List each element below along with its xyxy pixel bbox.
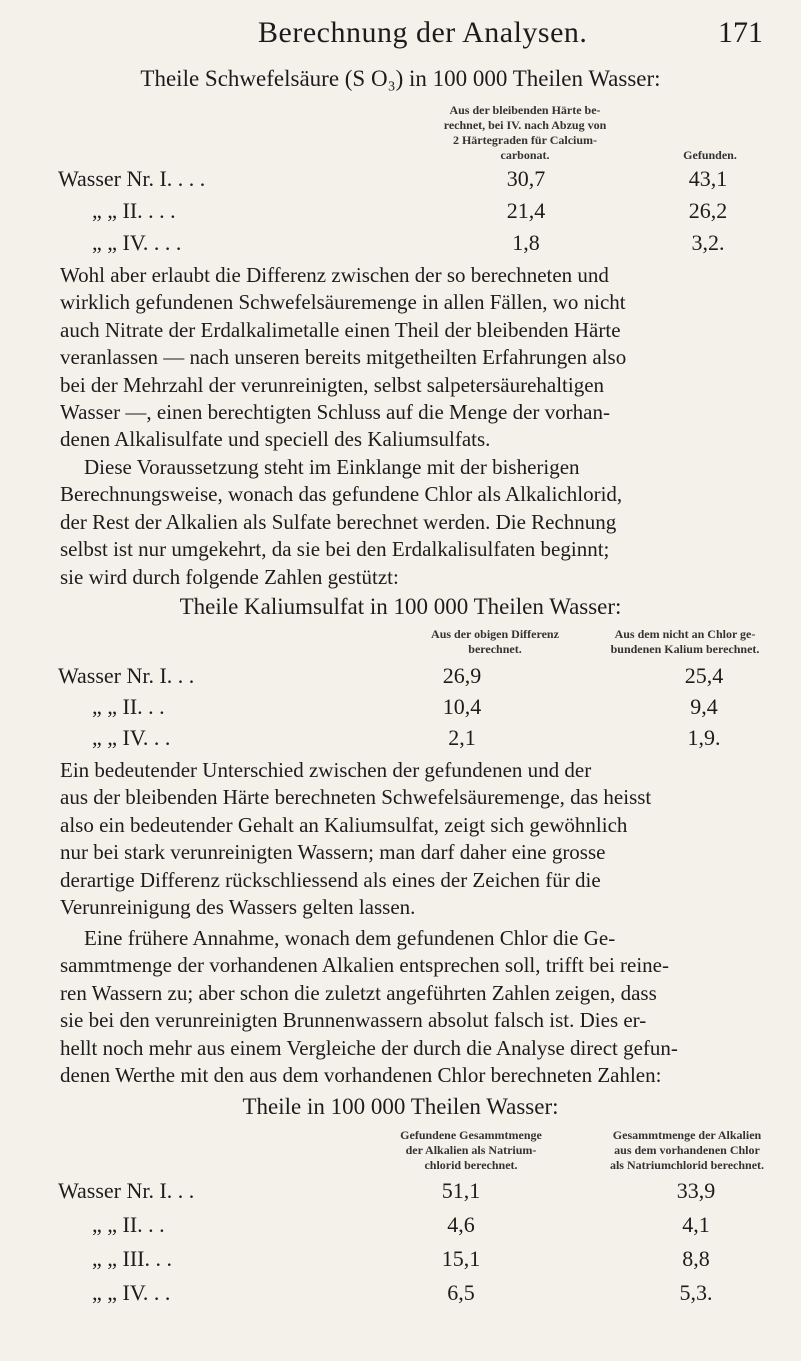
row-label: „ „ II. . .	[92, 1212, 165, 1237]
table1-row	[0, 198, 801, 228]
table2-row	[0, 663, 801, 693]
table1-col1-head: Aus der bleibenden Härte be- rechnet, bei IV. nach Abzug von 2 Härtegraden für Calcium- carbonat.	[443, 103, 607, 162]
row-value-computed: 30,7	[506, 166, 546, 191]
row-value-potassium: 1,9.	[687, 725, 721, 750]
row-value-from-chlorine: 33,9	[676, 1178, 716, 1203]
row-value-found: 43,1	[688, 166, 728, 191]
row-label: Wasser Nr. I. . .	[58, 1178, 195, 1203]
row-value-difference: 26,9	[442, 663, 482, 688]
paragraph-3: Ein bedeutender Unterschied zwischen der gefundenen und der aus der bleibenden Härte berechneten Schwefelsäuremenge, das heisst also ein bedeutender Gehalt an Kaliumsulfat, zeigt sich gewöhnlich nur bei stark verunreinigten Wassern; man darf daher eine grosse derartige Differenz rückschliessend als eines der Zeichen für die Verunreinigung des Wassers gelten lassen.	[60, 758, 652, 920]
table1-row	[0, 166, 801, 196]
row-value-total: 6,5	[447, 1280, 475, 1305]
table3-row	[0, 1246, 801, 1276]
page-number: 171	[718, 16, 763, 49]
row-label: Wasser Nr. I. . .	[58, 663, 195, 688]
row-value-computed: 1,8	[512, 230, 540, 255]
table2-caption: Theile Kaliumsulfat in 100 000 Theilen Wasser:	[179, 594, 622, 619]
paragraph-1: Wohl aber erlaubt die Differenz zwischen der so berechneten und wirklich gefundenen Schwefelsäuremenge in allen Fällen, wo nicht auch Nitrate der Erdalkalimetalle einen Theil der bleibenden Härte veranlassen — nach unseren bereits mitgetheilten Erfahrungen also bei der Mehrzahl der verunreinigten, selbst salpetersäurehaltigen Wasser —, einen berechtigten Schluss auf die Menge der vorhan- denen Alkalisulfate und speciell des Kaliumsulfats.	[60, 263, 627, 452]
table1-caption: Theile Schwefelsäure (S O₃) in 100 000 Theilen Wasser:	[140, 66, 661, 91]
row-value-difference: 2,1	[448, 725, 476, 750]
table3-row	[0, 1280, 801, 1310]
row-value-found: 26,2	[688, 198, 728, 223]
table3-row	[0, 1212, 801, 1242]
row-value-from-chlorine: 4,1	[682, 1212, 710, 1237]
table1-col2-head: Gefunden.	[683, 148, 737, 162]
row-value-difference: 10,4	[442, 694, 482, 719]
table3-col1-head: Gefundene Gesammtmenge der Alkalien als Natrium- chlorid berechnet.	[400, 1128, 542, 1172]
row-value-from-chlorine: 8,8	[682, 1246, 710, 1271]
row-value-potassium: 25,4	[684, 663, 724, 688]
row-label: „ „ IV. . .	[92, 1280, 171, 1305]
row-value-total: 15,1	[441, 1246, 481, 1271]
row-label: „ „ II. . . .	[92, 198, 176, 223]
running-header	[0, 16, 801, 56]
row-label: „ „ III. . .	[92, 1246, 173, 1271]
table3-col2-head: Gesammtmenge der Alkalien aus dem vorhandenen Chlor als Natriumchlorid berechnet.	[609, 1128, 765, 1172]
row-label: „ „ II. . .	[92, 694, 165, 719]
running-title: Berechnung der Analysen.	[258, 16, 588, 49]
row-label: „ „ IV. . . .	[92, 230, 182, 255]
table3-caption: Theile in 100 000 Theilen Wasser:	[242, 1094, 559, 1119]
row-value-from-chlorine: 5,3.	[679, 1280, 713, 1305]
row-label: „ „ IV. . .	[92, 725, 171, 750]
row-value-computed: 21,4	[506, 198, 546, 223]
paragraph-2: Diese Voraussetzung steht im Einklange mit der bisherigen Berechnungsweise, wonach das gefundene Chlor als Alkalichlorid, der Rest der Alkalien als Sulfate berechnet werden. Die Rechnung selbst ist nur umgekehrt, da sie bei den Erdalkalisulfaten beginnt; sie wird durch folgende Zahlen gestützt:	[60, 455, 623, 589]
paragraph-4: Eine frühere Annahme, wonach dem gefundenen Chlor die Ge- sammtmenge der vorhandenen Alkalien entsprechen soll, trifft bei reine- ren Wassern zu; aber schon die zuletzt angeführten Zahlen zeigen, dass sie bei den verunreinigten Brunnenwassern absolut falsch ist. Dies er- hellt noch mehr aus einem Vergleiche der durch die Analyse direct gefun- denen Werthe mit den aus dem vorhandenen Chlor berechneten Zahlen:	[60, 926, 678, 1088]
row-value-total: 51,1	[441, 1178, 481, 1203]
row-value-found: 3,2.	[691, 230, 725, 255]
table2-row	[0, 694, 801, 724]
row-label: Wasser Nr. I. . . .	[58, 166, 206, 191]
row-value-total: 4,6	[447, 1212, 475, 1237]
row-value-potassium: 9,4	[690, 694, 718, 719]
table3-row	[0, 1178, 801, 1208]
table1-row	[0, 230, 801, 260]
table2-col1-head: Aus der obigen Differenz berechnet.	[431, 627, 559, 656]
table2-row	[0, 725, 801, 755]
table2-col2-head: Aus dem nicht an Chlor ge- bundenen Kalium berechnet.	[610, 627, 760, 656]
